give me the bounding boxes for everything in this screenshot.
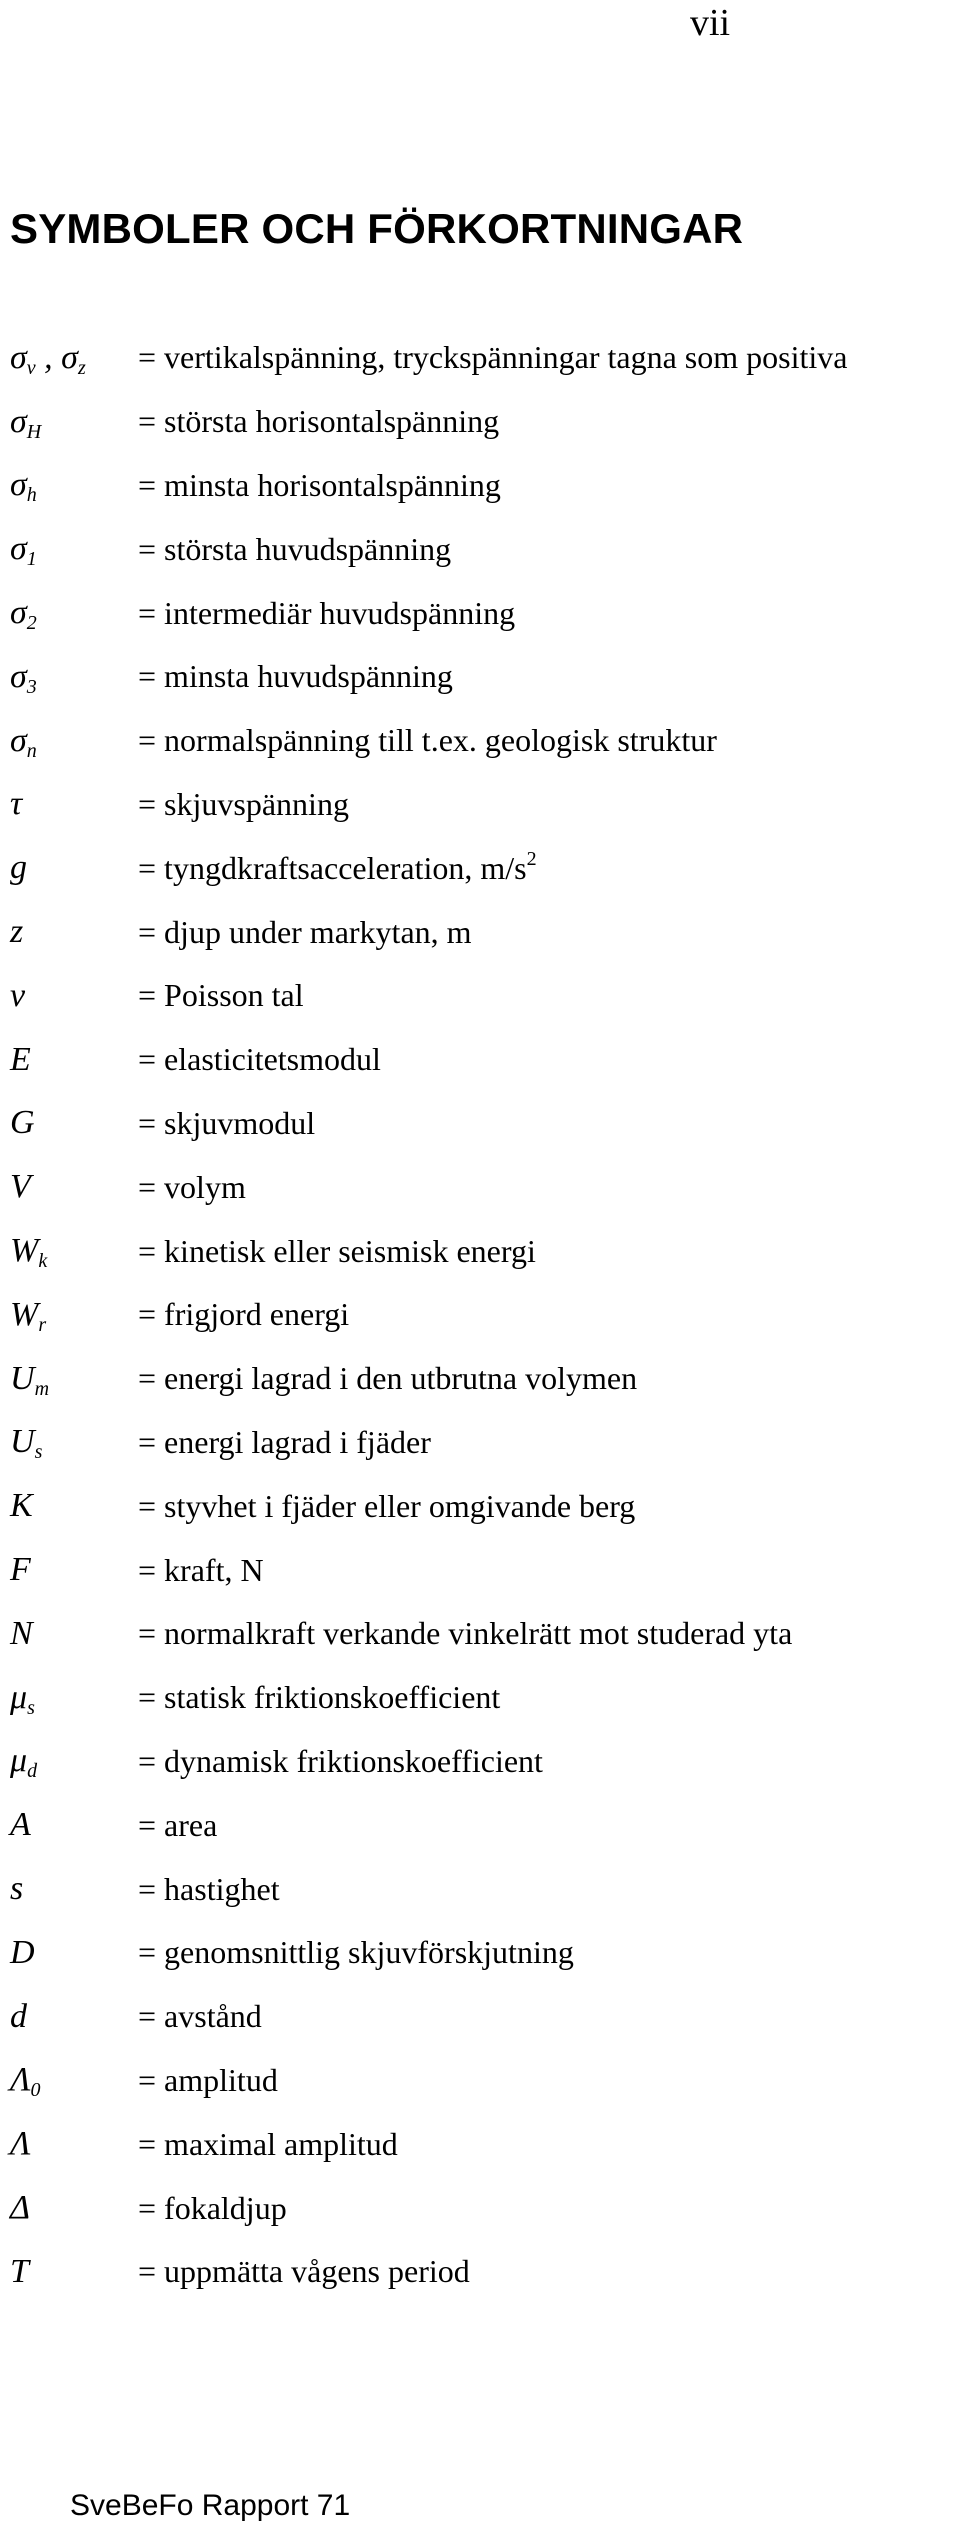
definition-text: = vertikalspänning, tryckspänningar tagna som positiva: [138, 339, 848, 376]
symbol-base: V: [10, 1168, 31, 1206]
symbol-definition: [138, 1934, 574, 1971]
symbol-row: [10, 1028, 950, 1092]
symbol-second-base: , σ: [35, 338, 78, 376]
symbol-subscript: s: [27, 1696, 35, 1719]
definition-text: = amplitud: [138, 2061, 278, 2098]
symbol: [10, 466, 138, 507]
symbol: [10, 913, 138, 951]
symbol-base: g: [10, 849, 27, 887]
definition-text: = största horisontalspänning: [138, 403, 500, 440]
symbol: [10, 1296, 138, 1334]
symbol-row: [10, 836, 950, 900]
symbol-definition: [138, 339, 847, 376]
symbol: [10, 1806, 138, 1844]
symbol: [10, 1551, 138, 1589]
definition-text: = area: [138, 1806, 218, 1843]
symbol-base: ν: [10, 976, 26, 1014]
symbol-base: E: [10, 1040, 31, 1078]
symbol: [10, 2125, 138, 2163]
symbol-row: [10, 1347, 950, 1411]
symbol: [10, 977, 138, 1015]
symbol-base: U: [10, 1423, 35, 1461]
symbol-base: σ: [10, 721, 27, 759]
definition-text: = minsta horisontalspänning: [138, 466, 501, 503]
definition-text: = tyngdkraftsacceleration, m/s: [138, 849, 527, 886]
symbol: [10, 849, 138, 887]
symbol-definition: [138, 1807, 217, 1844]
symbol-subscript: k: [38, 1250, 48, 1273]
definition-text: = dynamisk friktionskoefficient: [138, 1742, 543, 1779]
symbol-base: G: [10, 1104, 35, 1142]
definition-text: = största huvudspänning: [138, 530, 452, 567]
symbol-definition: [138, 1998, 262, 2035]
symbol-row: [10, 390, 950, 454]
symbol-subscript: H: [26, 420, 42, 443]
symbol-row: [10, 900, 950, 964]
symbol-definition: [138, 658, 453, 695]
symbol-definition: [138, 2253, 470, 2290]
symbol-definition: [138, 786, 349, 823]
symbol: [10, 1423, 138, 1464]
symbol: [10, 785, 138, 823]
symbol-base: σ: [10, 657, 27, 695]
symbol-row: [10, 1730, 950, 1794]
symbol-row: [10, 326, 950, 390]
symbol-subscript: m: [34, 1377, 50, 1400]
symbol-subscript: 1: [26, 548, 37, 571]
symbol-base: τ: [10, 785, 23, 823]
symbol-definition: [138, 1041, 381, 1078]
symbol-row: [10, 1857, 950, 1921]
symbol: [10, 1168, 138, 1206]
symbol-row: [10, 709, 950, 773]
symbol-definition: [138, 1105, 315, 1142]
symbol: [10, 339, 138, 377]
symbol-base: μ: [10, 1742, 28, 1780]
symbol: [10, 594, 138, 635]
symbol-row: [10, 964, 950, 1028]
symbol-row: [10, 1793, 950, 1857]
definition-text: = kraft, N: [138, 1551, 264, 1588]
symbol-definition: [138, 1488, 635, 1525]
symbol-definition: [138, 1360, 637, 1397]
symbol-subscript: v: [26, 356, 36, 379]
symbol-definition: [138, 1233, 536, 1270]
definition-text: = normalkraft verkande vinkelrätt mot studerad yta: [138, 1615, 793, 1652]
symbol-row: [10, 1921, 950, 1985]
symbol-row: [10, 1666, 950, 1730]
symbol-base: D: [10, 1933, 35, 1971]
symbol-definition: [138, 1552, 264, 1589]
symbol: [10, 1041, 138, 1079]
symbol-definition: [138, 2062, 278, 2099]
symbol-subscript: d: [27, 1760, 38, 1783]
symbol-row: [10, 2240, 950, 2304]
symbol-definition: [138, 722, 717, 759]
symbol: [10, 1615, 138, 1653]
symbol-base: σ: [10, 402, 27, 440]
symbol: [10, 1934, 138, 1972]
symbol-definition: [138, 467, 501, 504]
definition-text: = uppmätta vågens period: [138, 2253, 470, 2290]
symbol-base: σ: [10, 466, 27, 504]
symbol-row: [10, 1155, 950, 1219]
symbol-base: μ: [10, 1678, 28, 1716]
symbol-base: s: [10, 1870, 24, 1908]
symbol-row: [10, 2176, 950, 2240]
definition-text: = intermediär huvudspänning: [138, 594, 516, 631]
symbol-base: d: [10, 1997, 27, 2035]
symbol-subscript: h: [26, 484, 37, 507]
symbol-base: W: [10, 1232, 39, 1270]
symbol: [10, 403, 138, 441]
symbol-row: [10, 1602, 950, 1666]
definition-text: = energi lagrad i den utbrutna volymen: [138, 1360, 638, 1397]
definition-text: = djup under markytan, m: [138, 913, 472, 950]
symbol-row: [10, 1538, 950, 1602]
symbol-definition: [138, 2190, 287, 2227]
symbol-base: U: [10, 1359, 35, 1397]
symbol-base: σ: [10, 594, 27, 632]
symbol-row: [10, 645, 950, 709]
symbol-base: N: [10, 1614, 33, 1652]
symbol-base: Λ: [10, 2061, 31, 2099]
symbol-row: [10, 1985, 950, 2049]
symbol-base: σ: [10, 338, 27, 376]
symbol-definition: [138, 595, 515, 632]
definition-text: = minsta huvudspänning: [138, 658, 453, 695]
symbol-base: z: [10, 913, 24, 951]
symbol-definition: [138, 403, 499, 440]
definition-text: = energi lagrad i fjäder: [138, 1423, 431, 1460]
symbol: [10, 1104, 138, 1142]
symbol-definition: [138, 914, 472, 951]
symbol-subscript: r: [38, 1313, 47, 1336]
symbol-definition: [138, 1871, 280, 1908]
definition-text: = hastighet: [138, 1870, 280, 1907]
symbol-subscript: 3: [26, 675, 37, 698]
symbol-definition: [138, 1424, 431, 1461]
symbol-row: [10, 773, 950, 837]
symbol-base: T: [10, 2252, 29, 2290]
definition-text: = fokaldjup: [138, 2189, 287, 2226]
symbol-definition: [138, 847, 537, 887]
symbol: [10, 1232, 138, 1273]
definition-text: = Poisson tal: [138, 977, 304, 1014]
symbol: [10, 1742, 138, 1783]
symbol-base: W: [10, 1295, 39, 1333]
symbol-row: [10, 581, 950, 645]
definition-text: = skjuvspänning: [138, 785, 349, 822]
symbol-subscript: s: [34, 1441, 43, 1464]
definition-text: = volym: [138, 1168, 246, 1205]
symbol-row: [10, 1092, 950, 1156]
symbol: [10, 2189, 138, 2227]
symbol-subscript: 2: [26, 612, 37, 635]
page-title: SYMBOLER OCH FÖRKORTNINGAR: [10, 205, 744, 252]
symbol-row: [10, 1411, 950, 1475]
symbol: [10, 658, 138, 696]
symbol-row: [10, 2112, 950, 2176]
symbol: [10, 1360, 138, 1398]
definition-text: = styvhet i fjäder eller omgivande berg: [138, 1487, 636, 1524]
definition-text: = statisk friktionskoefficient: [138, 1679, 501, 1716]
definition-superscript: 2: [526, 847, 537, 870]
symbol-base: Δ: [10, 2189, 30, 2226]
symbol-definition: [138, 1679, 500, 1716]
footer-report-name: SveBeFo Rapport 71: [70, 2489, 351, 2522]
symbol: [10, 1679, 138, 1717]
symbol-row: [10, 2049, 950, 2113]
definition-text: = maximal amplitud: [138, 2125, 398, 2162]
definition-text: = genomsnittlig skjuvförskjutning: [138, 1934, 574, 1971]
definition-text: = frigjord energi: [138, 1296, 350, 1333]
symbol-base: K: [10, 1487, 33, 1525]
symbol-definition: [138, 1296, 349, 1333]
symbol: [10, 2061, 138, 2102]
definition-text: = normalspänning till t.ex. geologisk struktur: [138, 722, 717, 759]
symbol-definition: [138, 977, 304, 1014]
symbol: [10, 722, 138, 760]
symbol: [10, 530, 138, 571]
symbol-second-subscript: z: [77, 356, 86, 379]
symbol: [10, 1870, 138, 1908]
symbol: [10, 2253, 138, 2291]
symbol-definition: [138, 531, 451, 568]
symbol-definition: [138, 1615, 792, 1652]
definition-text: = avstånd: [138, 1998, 262, 2035]
symbol-definition: [138, 1169, 246, 1206]
definition-text: = kinetisk eller seismisk energi: [138, 1232, 536, 1269]
symbol: [10, 1487, 138, 1525]
symbol-definition: [138, 2126, 398, 2163]
symbol-base: σ: [10, 530, 27, 568]
symbol-row: [10, 1283, 950, 1347]
definition-text: = skjuvmodul: [138, 1104, 316, 1141]
symbol: [10, 1998, 138, 2036]
symbol-base: Λ: [10, 2125, 31, 2163]
page-number: vii: [690, 2, 731, 44]
definition-text: = elasticitetsmodul: [138, 1041, 381, 1078]
symbol-base: A: [10, 1806, 31, 1844]
symbol-row: [10, 1474, 950, 1538]
symbol-list: [10, 326, 950, 2304]
symbol-definition: [138, 1743, 543, 1780]
symbol-subscript: 0: [30, 2079, 41, 2102]
symbol-row: [10, 1219, 950, 1283]
symbol-row: [10, 454, 950, 518]
symbol-row: [10, 517, 950, 581]
symbol-base: F: [10, 1551, 31, 1589]
symbol-subscript: n: [26, 739, 37, 762]
